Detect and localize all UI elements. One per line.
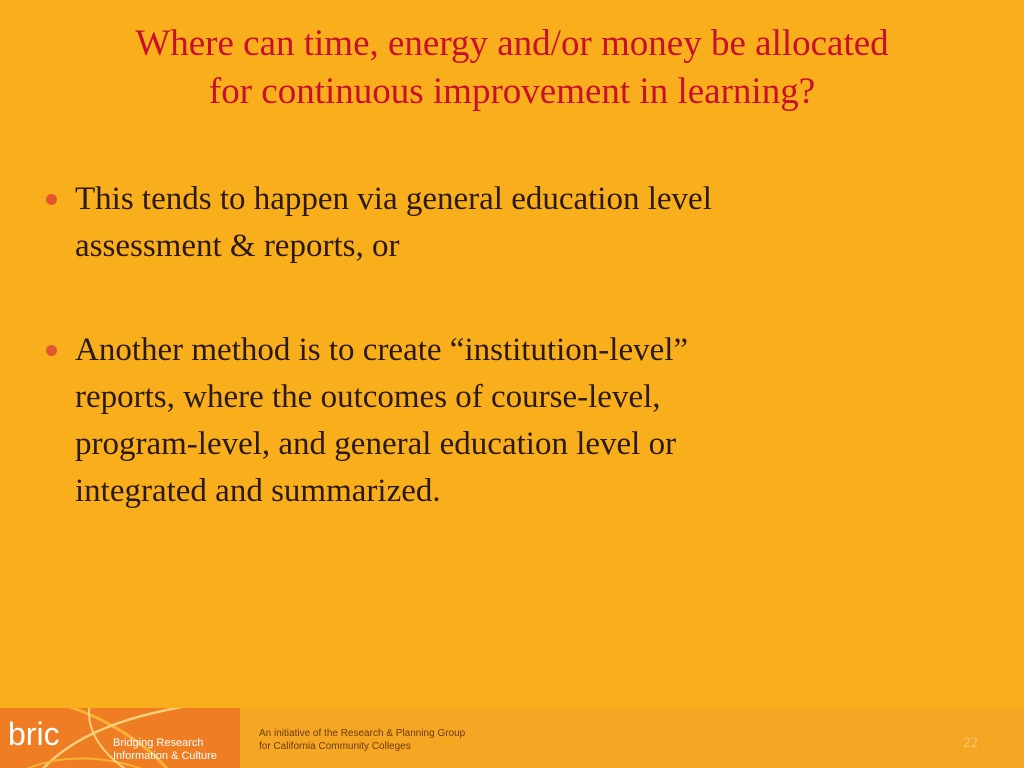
logo-tagline-line: Bridging Research [113,737,204,749]
bullet-list [46,176,946,515]
initiative-line: An initiative of the Research & Planning Group [259,728,466,739]
initiative-text [259,727,465,753]
bullet-text-line: This tends to happen via general education level [75,181,712,217]
logo-tagline-line: Information & Culture [113,750,217,762]
logo-wordmark: bric [8,716,60,752]
initiative-line: for California Community Colleges [259,741,411,752]
bric-logo [0,708,240,768]
footer-bar [0,708,1024,768]
slide-title-line: for continuous improvement in learning? [208,71,816,112]
slide-title-line: Where can time, energy and/or money be allocated [135,23,889,64]
page-number: 22 [963,735,978,751]
bullet-item [46,176,946,270]
bullet-dot-icon [46,194,57,205]
bullet-text-line: integrated and summarized. [75,473,441,509]
logo-tagline [113,737,217,763]
bullet-dot-icon [46,345,57,356]
bullet-text-line: assessment & reports, or [75,228,400,264]
bullet-item [46,327,946,515]
bullet-text-line: program-level, and general education level or [75,426,677,462]
slide-title [30,20,994,116]
bullet-text-line: Another method is to create “institution-level” [75,332,689,368]
bullet-text-line: reports, where the outcomes of course-level, [75,379,661,415]
